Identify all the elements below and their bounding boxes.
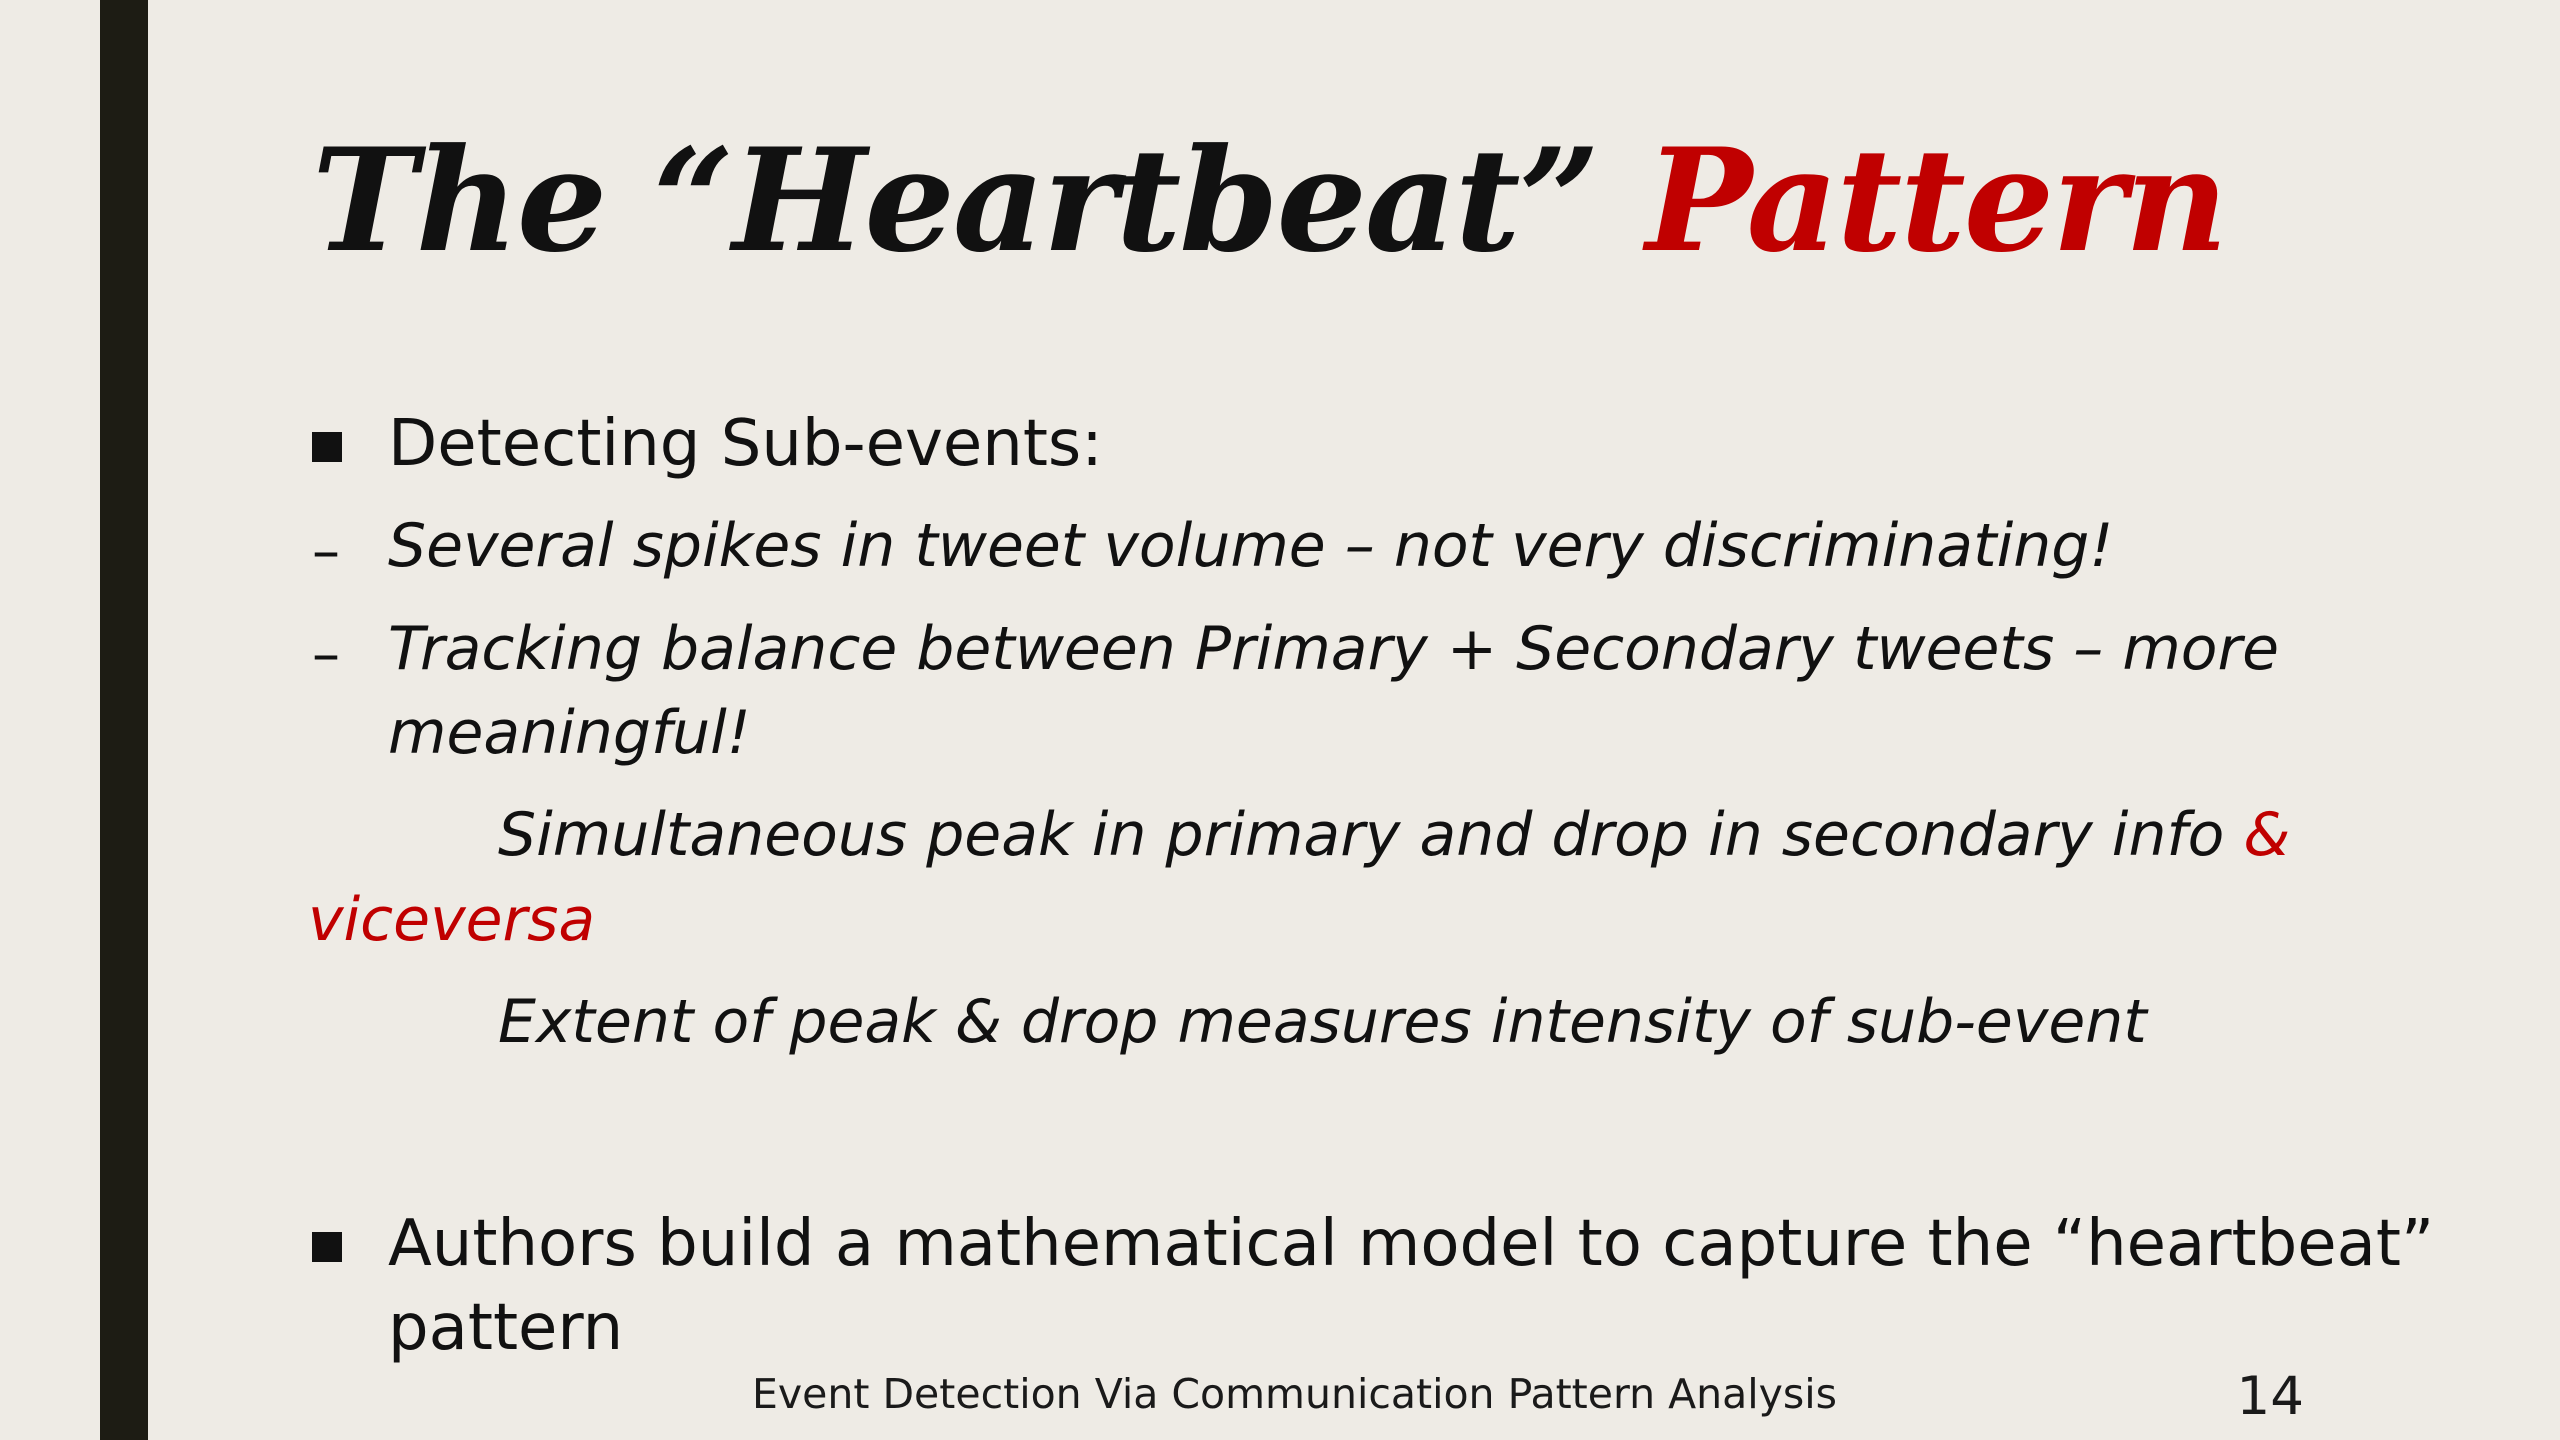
bullet-authors-line1: Authors build a mathematical model to capture the “heartbeat” bbox=[388, 1207, 2435, 1281]
dash-bullet-icon: – bbox=[312, 622, 340, 687]
title-main: The “Heartbeat” bbox=[312, 118, 1646, 284]
sub-bullet-spikes: Several spikes in tweet volume – not very discriminating! bbox=[388, 511, 2114, 581]
indent-simultaneous-line2: viceversa bbox=[308, 885, 596, 955]
slide-title bbox=[312, 118, 2227, 284]
indent-simultaneous-line1 bbox=[498, 800, 2291, 870]
indent-simultaneous-accent-ampersand: & bbox=[2243, 800, 2291, 870]
indent-extent: Extent of peak & drop measures intensity of sub-event bbox=[498, 987, 2147, 1057]
left-accent-bar bbox=[100, 0, 148, 1440]
sub-bullet-tracking-line1: Tracking balance between Primary + Secondary tweets – more bbox=[388, 614, 2280, 684]
dash-bullet-icon: – bbox=[312, 519, 340, 584]
bullet-authors-line2: pattern bbox=[388, 1291, 624, 1365]
bullet-square-icon bbox=[312, 432, 342, 462]
page-number: 14 bbox=[2236, 1366, 2304, 1427]
title-accent: Pattern bbox=[1645, 118, 2227, 284]
bullet-square-icon bbox=[312, 1232, 342, 1262]
bullet-detecting-subevents: Detecting Sub-events: bbox=[388, 407, 1103, 481]
footer-text: Event Detection Via Communication Pattern Analysis bbox=[752, 1370, 1838, 1418]
sub-bullet-tracking-line2: meaningful! bbox=[388, 698, 751, 768]
indent-simultaneous-text: Simultaneous peak in primary and drop in secondary info bbox=[498, 800, 2244, 870]
